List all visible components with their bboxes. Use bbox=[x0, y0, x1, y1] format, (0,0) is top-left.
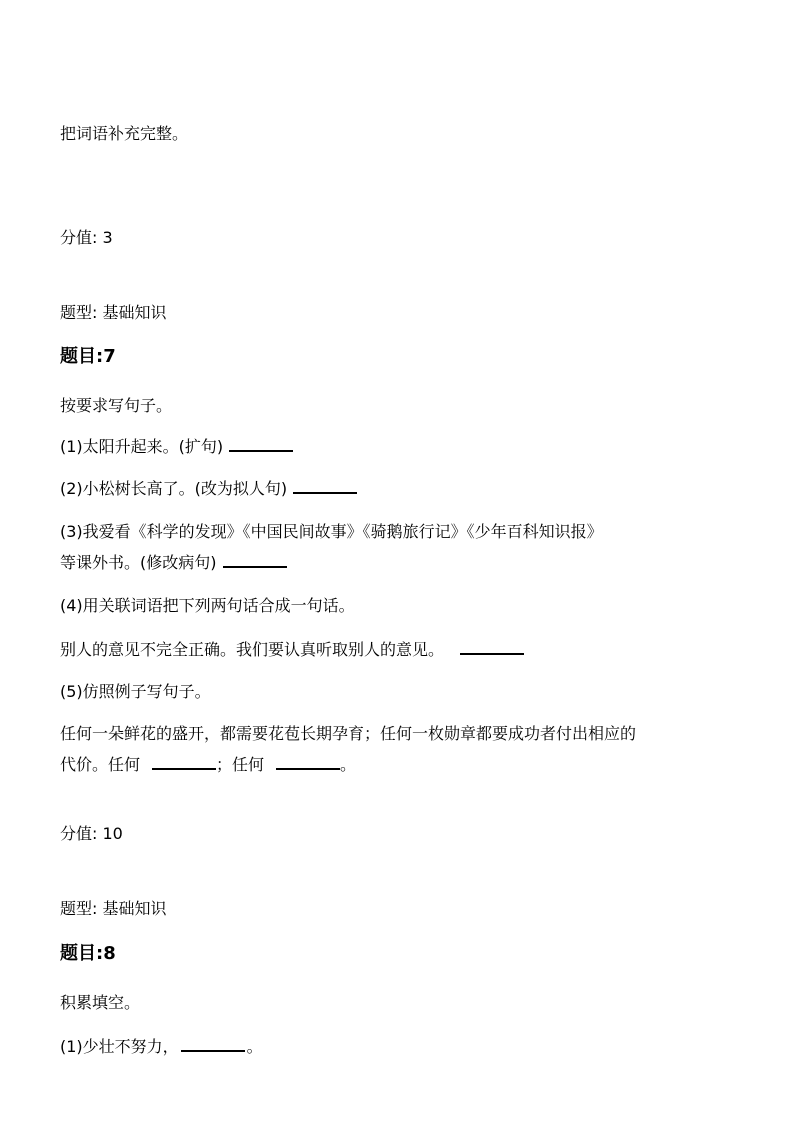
q6-type-label: 题型: bbox=[60, 303, 98, 322]
q7-item1 bbox=[60, 436, 293, 457]
q8-item1 bbox=[60, 1036, 263, 1057]
q7-item4-sentence-text: 别人的意见不完全正确。我们要认真听取别人的意见。 bbox=[60, 640, 445, 659]
q8-item1-end: 。 bbox=[246, 1037, 263, 1056]
q7-score: 分值: 10 bbox=[60, 824, 123, 843]
q7-item3-line2 bbox=[60, 552, 287, 573]
q7-type-value: 基础知识 bbox=[102, 899, 167, 918]
q7-item5-text-a: 代价。任何 bbox=[60, 755, 141, 774]
q6-score: 分值: 3 bbox=[60, 228, 113, 247]
q7-item3-line1: (3)我爱看《科学的发现》《中国民间故事》《骑鹅旅行记》《少年百科知识报》 bbox=[60, 522, 603, 541]
answer-blank[interactable] bbox=[152, 754, 216, 770]
q7-item5: (5)仿照例子写句子。 bbox=[60, 682, 211, 701]
q7-item4-sentence bbox=[60, 639, 524, 660]
answer-blank[interactable] bbox=[229, 436, 293, 452]
q6-instruction: 把词语补充完整。 bbox=[60, 124, 189, 143]
answer-blank[interactable] bbox=[181, 1036, 245, 1052]
q7-title: 题目:7 bbox=[60, 346, 116, 367]
answer-blank[interactable] bbox=[223, 552, 287, 568]
q8-instruction: 积累填空。 bbox=[60, 993, 141, 1012]
q7-item3-text: 等课外书。(修改病句) bbox=[60, 553, 217, 572]
q7-item5-line1: 任何一朵鲜花的盛开，都需要花苞长期孕育；任何一枚勋章都要成功者付出相应的 bbox=[60, 724, 637, 743]
q7-item5-line2 bbox=[60, 754, 356, 775]
answer-blank[interactable] bbox=[276, 754, 340, 770]
q6-type bbox=[60, 303, 167, 323]
q7-item5-text-b: ；任何 bbox=[216, 755, 265, 774]
q8-title: 题目:8 bbox=[60, 943, 116, 964]
q7-instruction: 按要求写句子。 bbox=[60, 396, 173, 415]
answer-blank[interactable] bbox=[293, 478, 357, 494]
answer-blank[interactable] bbox=[460, 639, 524, 655]
q6-type-value: 基础知识 bbox=[102, 303, 167, 322]
q7-item1-text: (1)太阳升起来。(扩句) bbox=[60, 437, 224, 456]
q7-type bbox=[60, 899, 167, 919]
q7-item2 bbox=[60, 478, 357, 499]
q7-item5-text-end: 。 bbox=[340, 755, 357, 774]
q7-item2-text: (2)小松树长高了。(改为拟人句) bbox=[60, 479, 288, 498]
q8-item1-text: (1)少壮不努力， bbox=[60, 1037, 179, 1056]
q7-item4: (4)用关联词语把下列两句话合成一句话。 bbox=[60, 596, 355, 615]
q7-type-label: 题型: bbox=[60, 899, 98, 918]
